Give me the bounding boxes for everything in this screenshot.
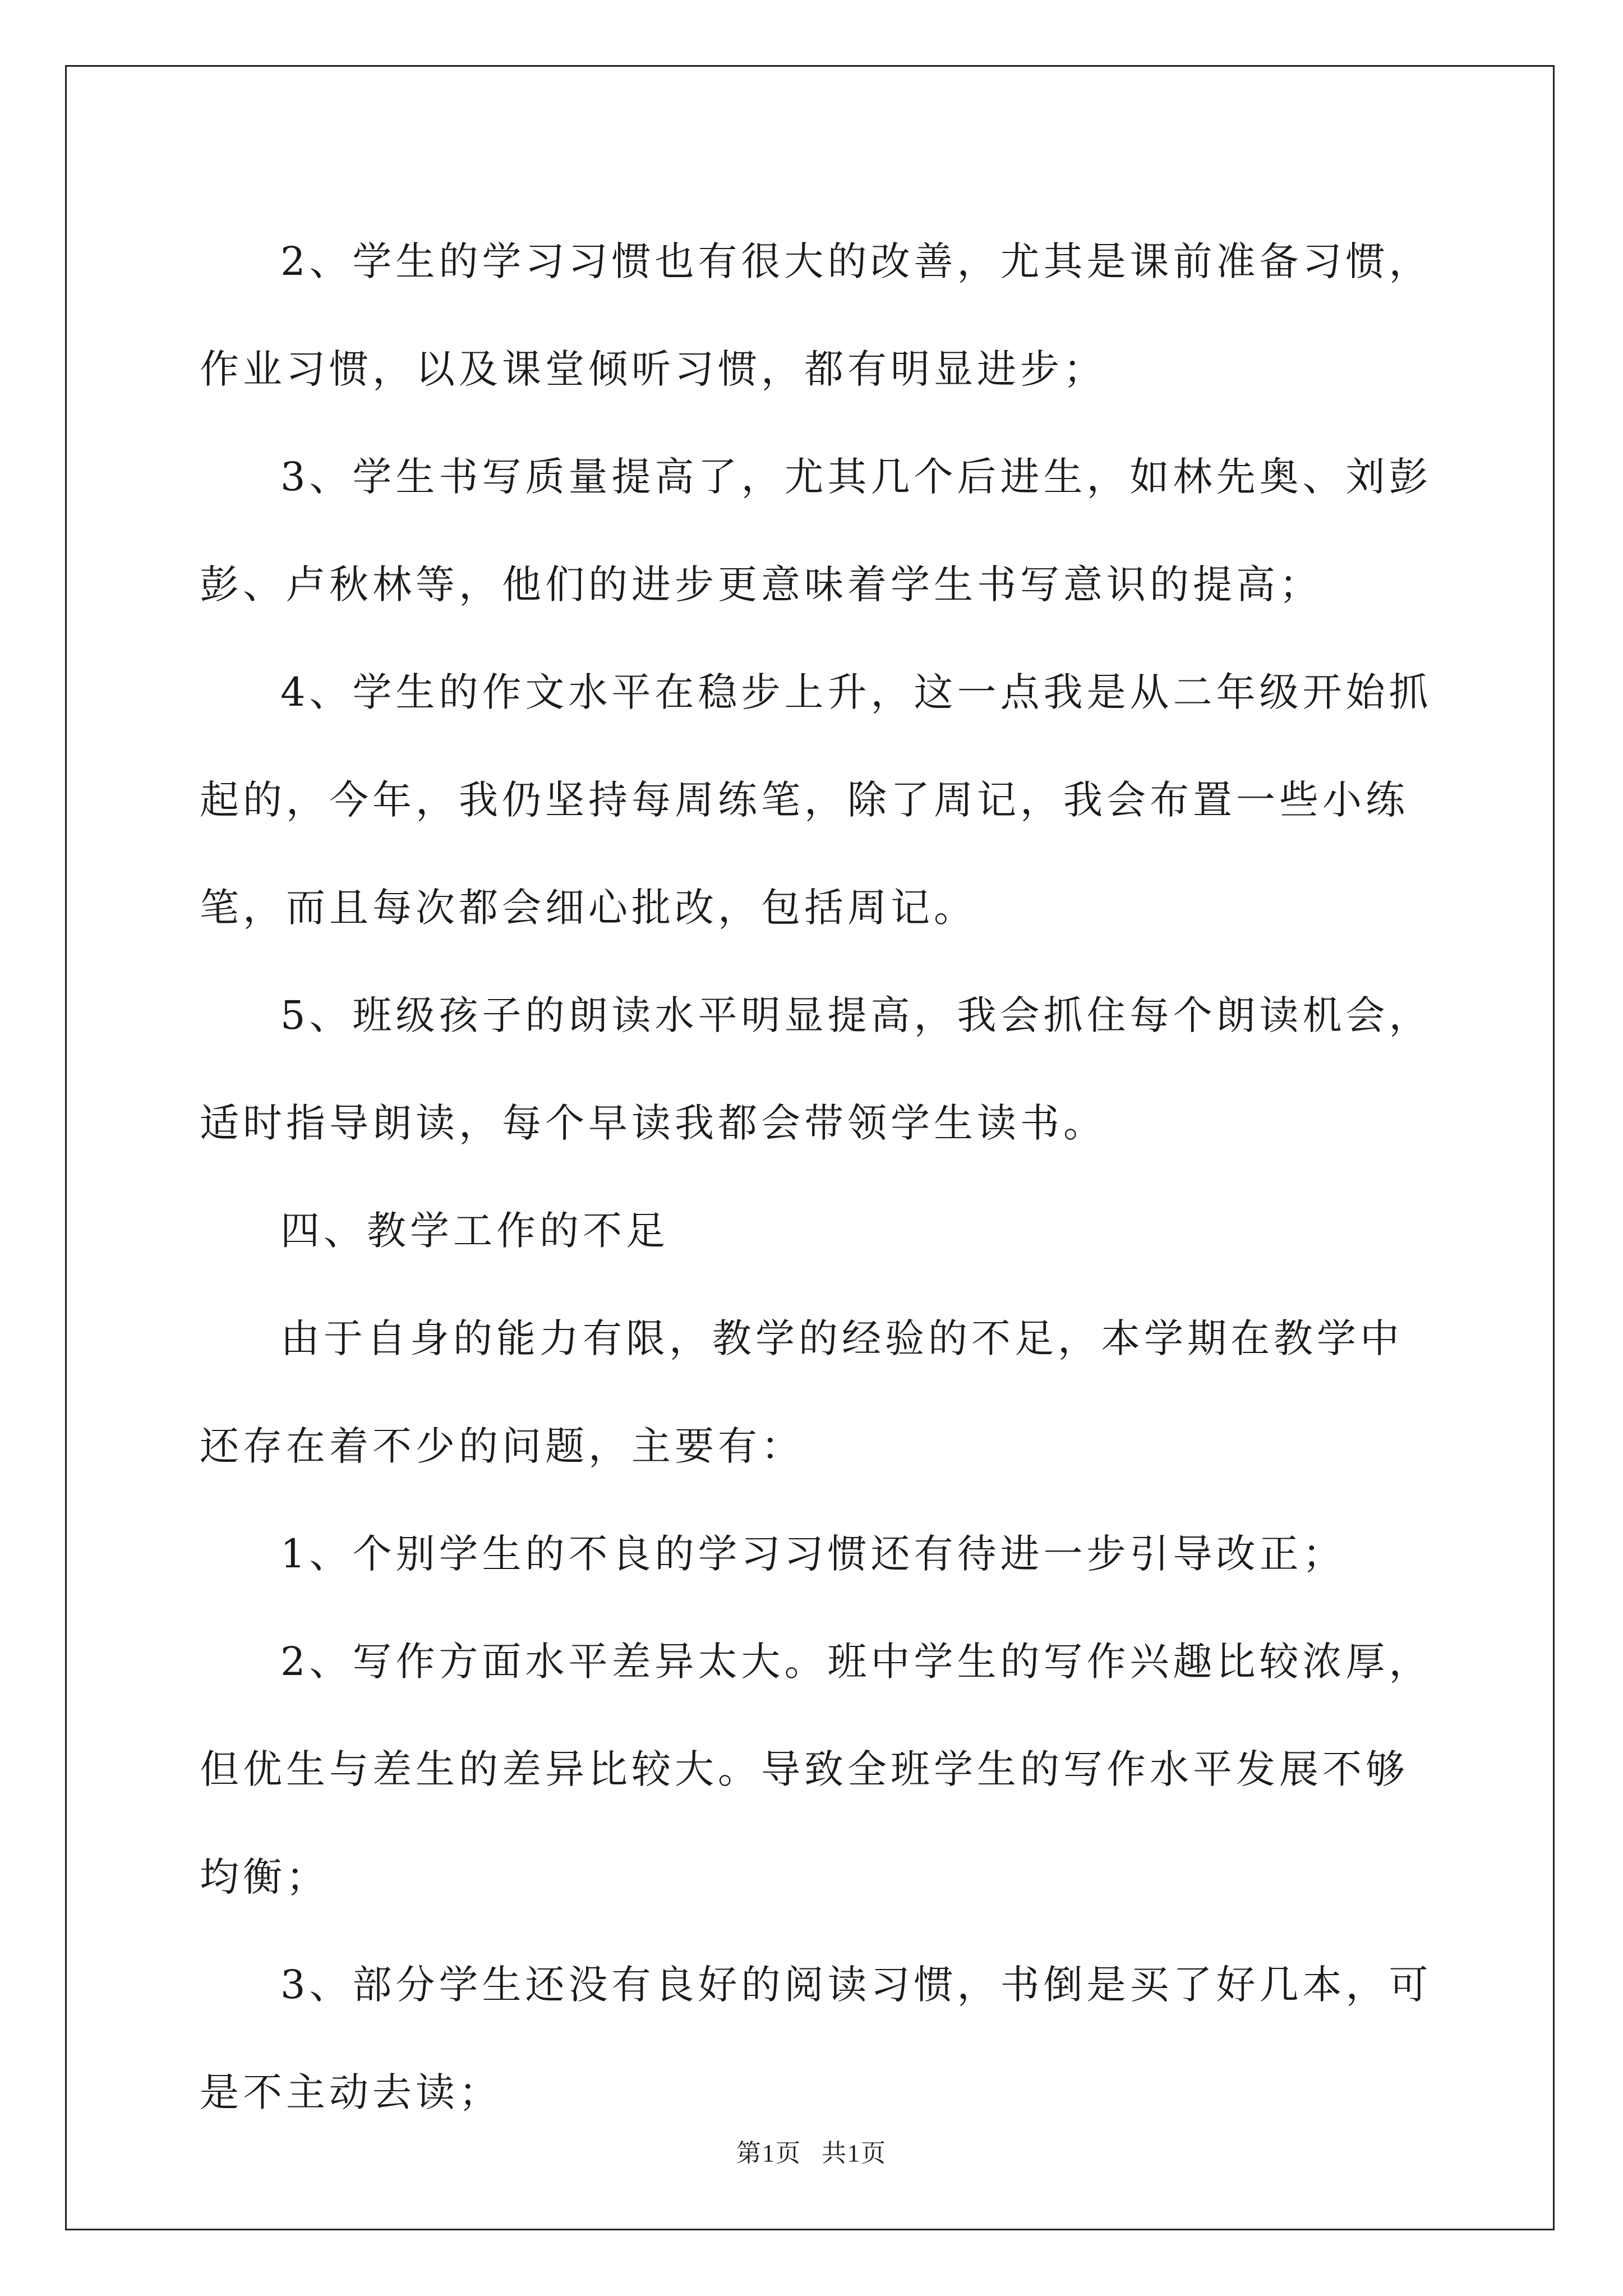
document-body	[200, 208, 1433, 2146]
paragraph-item-2: 2、学生的学习习惯也有很大的改善，尤其是课前准备习惯，作业习惯，以及课堂倾听习惯，都有明显进步；	[200, 238, 1432, 392]
page-total: 共1页	[822, 2139, 887, 2167]
problem-item-1: 1、个别学生的不良的学习习惯还有待进一步引导改正；	[280, 1531, 1346, 1577]
problem-item-3: 3、部分学生还没有良好的阅读习惯，书倒是买了好几本，可是不主动去读；	[200, 1962, 1432, 2115]
paragraph-intro: 由于自身的能力有限，教学的经验的不足，本学期在教学中还存在着不少的问题，主要有：	[200, 1315, 1403, 1469]
page-number: 第1页	[736, 2139, 801, 2167]
paragraph-item-5: 5、班级孩子的朗读水平明显提高，我会抓住每个朗读机会，适时指导朗读，每个早读我都会带领学生读书。	[200, 992, 1432, 1146]
page-footer	[0, 2133, 1623, 2169]
section-heading: 四、教学工作的不足	[280, 1208, 669, 1254]
paragraph-item-3: 3、学生书写质量提高了，尤其几个后进生，如林先奥、刘彭彭、卢秋林等，他们的进步更意味着学生书写意识的提高；	[200, 454, 1432, 608]
paragraph-item-4: 4、学生的作文水平在稳步上升，这一点我是从二年级开始抓起的，今年，我仍坚持每周练笔，除了周记，我会布置一些小练笔，而且每次都会细心批改，包括周记。	[200, 669, 1432, 931]
problem-item-2: 2、写作方面水平差异太大。班中学生的写作兴趣比较浓厚，但优生与差生的差异比较大。导致全班学生的写作水平发展不够均衡；	[200, 1639, 1432, 1900]
